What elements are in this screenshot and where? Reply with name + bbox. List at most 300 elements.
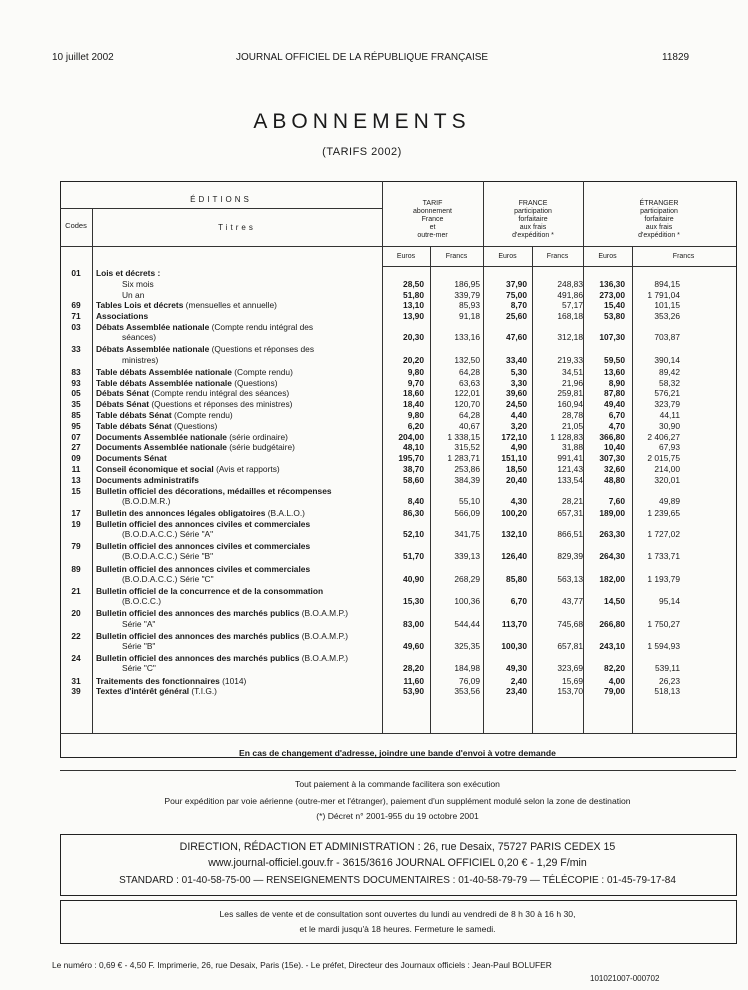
row-value: 51,70 — [403, 551, 424, 562]
row-title-main: Débats Sénat — [96, 388, 150, 399]
row-title-detail: (1014) — [219, 675, 247, 686]
row-value: 38,70 — [403, 464, 424, 474]
row-title-main: Conseil économique et social — [96, 464, 214, 474]
editions-label: ÉDITIONS — [190, 195, 252, 204]
row-value: 79,00 — [604, 686, 625, 697]
row-title-detail: (Avis et rapports) — [213, 464, 280, 474]
row-value: 64,28 — [459, 366, 480, 377]
row-value: 100,20 — [501, 508, 527, 518]
row-title-main: Textes d'intérêt général — [96, 686, 190, 697]
row-value: 85,80 — [506, 573, 527, 584]
row-title — [96, 421, 376, 431]
row-value: 44,11 — [659, 410, 680, 420]
row-value: 307,30 — [599, 453, 625, 464]
row-code: 03 — [71, 322, 81, 332]
row-code: 89 — [71, 563, 81, 574]
row-value: 1 128,83 — [550, 431, 583, 442]
row-title-continuation: séances) — [122, 332, 156, 343]
row-value: 13,90 — [403, 311, 424, 322]
row-value: 3,30 — [510, 377, 527, 388]
header-date: 10 juillet 2002 — [52, 52, 114, 63]
row-code: 27 — [71, 442, 81, 453]
row-title — [96, 564, 376, 574]
row-title — [96, 388, 376, 398]
row-title — [96, 432, 376, 442]
row-value: 122,01 — [454, 388, 480, 399]
row-value: 991,41 — [557, 453, 583, 464]
row-title-detail: (B.O.A.M.P.) — [299, 608, 349, 619]
row-value: 59,50 — [604, 354, 625, 365]
row-value: 136,30 — [599, 278, 625, 289]
row-title — [96, 399, 376, 409]
row-title — [96, 378, 376, 388]
direction-address: DIRECTION, RÉDACTION ET ADMINISTRATION : 26, rue Desaix, 75727 PARIS CEDEX 15 — [179, 841, 616, 853]
row-value: 263,30 — [599, 528, 625, 539]
row-value: 384,39 — [454, 474, 480, 485]
row-title-detail: (série budgétaire) — [226, 442, 295, 453]
row-code: 01 — [71, 268, 81, 278]
row-title — [96, 268, 376, 278]
row-value: 11,60 — [403, 675, 424, 686]
row-value: 1 338,15 — [447, 431, 480, 442]
row-value: 339,13 — [454, 551, 480, 562]
row-value: 315,52 — [454, 442, 480, 453]
row-value: 189,00 — [599, 508, 625, 518]
row-title — [96, 519, 376, 529]
row-value: 1 193,79 — [647, 573, 680, 584]
row-value: 107,30 — [599, 332, 625, 343]
row-value: 8,90 — [608, 377, 625, 388]
row-title-main: Associations — [96, 311, 149, 322]
row-title — [96, 686, 376, 696]
row-value: 4,40 — [510, 410, 527, 420]
row-title-main: Bulletin officiel des annonces des marchés publics — [96, 630, 300, 641]
row-value: 214,00 — [654, 464, 680, 474]
row-value: 28,50 — [403, 278, 424, 289]
row-title — [96, 322, 376, 332]
row-value: 6,20 — [407, 420, 424, 431]
row-value: 390,14 — [654, 354, 680, 365]
row-value: 2 406,27 — [647, 431, 680, 442]
row-title — [96, 631, 376, 641]
row-value: 58,32 — [659, 377, 680, 388]
row-title-main: Débats Assemblée nationale — [96, 322, 210, 332]
row-value: 133,54 — [557, 474, 583, 485]
row-title-main: Documents Assemblée nationale — [96, 442, 227, 453]
row-title — [96, 475, 376, 485]
row-value: 353,26 — [654, 311, 680, 322]
row-value: 25,60 — [506, 311, 527, 322]
row-value: 4,70 — [608, 420, 625, 431]
payment-line-1: Tout paiement à la commande facilitera son exécution — [295, 779, 500, 789]
website-minitel: www.journal-officiel.gouv.fr - 3615/3616 JOURNAL OFFICIEL 0,20 € - 1,29 F/min — [208, 857, 587, 869]
sales-hours-line-1: Les salles de vente et de consultation sont ouvertes du lundi au vendredi de 8 h 30 à 16 h 30, — [219, 909, 576, 919]
row-value: 1 283,71 — [447, 453, 480, 464]
row-code: 21 — [71, 586, 81, 596]
row-value: 121,43 — [557, 464, 583, 474]
row-title-main: Table débats Sénat — [96, 420, 172, 431]
row-value: 32,60 — [604, 464, 625, 474]
row-code: 33 — [71, 344, 81, 355]
row-value: 87,80 — [604, 388, 625, 399]
row-value: 49,40 — [604, 399, 625, 410]
row-title-main: Bulletin des annonces légales obligatoires — [96, 508, 266, 518]
row-title-detail: (Compte rendu intégral des — [209, 322, 314, 332]
row-value: 86,30 — [403, 508, 424, 518]
row-value: 6,70 — [608, 410, 625, 420]
col-etranger-header: ÉTRANGER participation forfaitaire aux frais d'expédition * — [638, 200, 680, 239]
row-title-continuation: (B.O.D.A.C.C.) Série "C" — [122, 573, 214, 584]
row-title-detail: (B.O.A.M.P.) — [299, 630, 349, 641]
col-france-header: FRANCE participation forfaitaire aux frais d'expédition * — [512, 200, 554, 239]
row-code: 35 — [71, 399, 81, 410]
row-title-main: Table débats Assemblée nationale — [96, 377, 232, 388]
row-value: 132,10 — [501, 528, 527, 539]
row-title-detail: (Compte rendu) — [231, 366, 293, 377]
row-value: 248,83 — [557, 278, 583, 289]
row-code: 11 — [71, 464, 81, 474]
row-value: 829,39 — [557, 551, 583, 562]
row-value: 64,28 — [459, 410, 480, 420]
row-value: 264,30 — [599, 551, 625, 562]
row-code: 24 — [71, 653, 81, 664]
row-value: 4,90 — [510, 442, 527, 453]
row-value: 20,30 — [403, 332, 424, 343]
row-value: 85,93 — [459, 300, 480, 311]
header-journal: JOURNAL OFFICIEL DE LA RÉPUBLIQUE FRANÇAISE — [236, 52, 489, 63]
unit-euros: Euros — [498, 253, 517, 260]
row-value: 95,14 — [659, 596, 680, 607]
row-title-continuation: (B.O.D.M.R.) — [122, 495, 171, 506]
change-address-note: En cas de changement d'adresse, joindre une bande d'envoi à votre demande — [239, 748, 556, 758]
row-title — [96, 311, 376, 321]
footer-reference: 101021007-000702 — [590, 974, 660, 983]
row-value: 63,63 — [459, 377, 480, 388]
row-value: 894,15 — [654, 278, 680, 289]
row-title-continuation: (B.O.D.A.C.C.) Série "B" — [122, 551, 214, 562]
row-value: 53,90 — [403, 686, 424, 697]
row-value: 3,20 — [510, 420, 527, 431]
row-value: 1 750,27 — [647, 618, 680, 629]
row-value: 1 594,93 — [647, 640, 680, 651]
row-code: 05 — [71, 388, 81, 399]
row-value: 243,10 — [599, 640, 625, 651]
row-title-main: Bulletin officiel des annonces civiles et commerciales — [96, 518, 311, 529]
row-title-main: Bulletin officiel des annonces des marchés publics — [96, 608, 300, 619]
unit-euros: Euros — [598, 253, 617, 260]
unit-francs: Francs — [672, 253, 695, 260]
row-code: 19 — [71, 518, 81, 529]
row-title-detail: (Compte rendu intégral des séances) — [149, 388, 290, 399]
row-value: 101,15 — [654, 300, 680, 311]
row-value: 15,40 — [604, 300, 625, 311]
row-value: 21,96 — [562, 377, 583, 388]
row-title-main: Bulletin officiel des annonces civiles et commerciales — [96, 563, 311, 574]
row-value: 866,51 — [557, 528, 583, 539]
row-value: 1 727,02 — [647, 528, 680, 539]
row-value: 566,09 — [454, 508, 480, 518]
row-title-continuation: Série "C" — [122, 663, 156, 674]
row-value: 49,30 — [506, 663, 527, 674]
row-title-main: Table débats Sénat — [96, 410, 172, 420]
row-title — [96, 541, 376, 551]
row-title-main: Tables Lois et décrets — [96, 300, 184, 311]
row-title — [96, 608, 376, 618]
row-value: 353,56 — [454, 686, 480, 697]
row-title-main: Documents Assemblée nationale — [96, 431, 227, 442]
row-value: 2 015,75 — [647, 453, 680, 464]
row-title-main: Débats Sénat — [96, 399, 150, 410]
row-value: 100,30 — [501, 640, 527, 651]
row-value: 204,00 — [398, 431, 424, 442]
page-title: ABONNEMENTS — [253, 110, 471, 133]
row-value: 184,98 — [454, 663, 480, 674]
row-code: 07 — [71, 431, 81, 442]
row-title-detail: (Questions et réponses des ministres) — [149, 399, 293, 410]
row-value: 703,87 — [654, 332, 680, 343]
row-value: 9,70 — [407, 377, 424, 388]
row-value: 75,00 — [506, 289, 527, 300]
row-title-main: Bulletin officiel des décorations, médailles et récompenses — [96, 485, 332, 496]
footer-imprint: Le numéro : 0,69 € - 4,50 F. Imprimerie, 26, rue Desaix, Paris (15e). - Le préfet, Directeur des Journaux officiels : Jean-Paul BOLUFER — [52, 960, 552, 970]
row-value: 48,80 — [604, 474, 625, 485]
row-value: 20,20 — [403, 354, 424, 365]
row-title-detail: (mensuelles et annuelle) — [183, 300, 277, 311]
row-value: 5,30 — [510, 366, 527, 377]
row-value: 366,80 — [599, 431, 625, 442]
row-value: 219,33 — [557, 354, 583, 365]
row-value: 6,70 — [510, 596, 527, 607]
row-value: 491,86 — [557, 289, 583, 300]
row-value: 1 239,65 — [647, 508, 680, 518]
row-value: 576,21 — [654, 388, 680, 399]
row-title — [96, 464, 376, 474]
row-title — [96, 410, 376, 420]
row-value: 13,10 — [403, 300, 424, 311]
row-value: 51,80 — [403, 289, 424, 300]
row-code: 17 — [71, 508, 81, 518]
row-title-continuation: (B.O.C.C.) — [122, 596, 162, 607]
row-value: 55,10 — [459, 495, 480, 506]
row-value: 37,90 — [506, 278, 527, 289]
header-page-number: 11829 — [662, 52, 690, 63]
row-value: 48,10 — [403, 442, 424, 453]
row-value: 49,89 — [659, 495, 680, 506]
row-title-main: Traitements des fonctionnaires — [96, 675, 220, 686]
row-value: 4,30 — [510, 495, 527, 506]
row-value: 132,50 — [454, 354, 480, 365]
row-title-detail: (Questions et réponses des — [209, 344, 315, 355]
codes-label: Codes — [65, 221, 87, 230]
row-title-main: Bulletin officiel des annonces civiles et commerciales — [96, 541, 311, 552]
row-title-continuation: (B.O.D.A.C.C.) Série "A" — [122, 528, 214, 539]
row-title-continuation: Série "A" — [122, 618, 156, 629]
row-value: 151,10 — [501, 453, 527, 464]
row-code: 83 — [71, 366, 81, 377]
row-value: 82,20 — [604, 663, 625, 674]
row-title-main: Bulletin officiel de la concurrence et de la consommation — [96, 586, 324, 596]
row-value: 253,86 — [454, 464, 480, 474]
row-value: 563,13 — [557, 573, 583, 584]
row-title — [96, 300, 376, 310]
row-value: 259,81 — [557, 388, 583, 399]
row-value: 273,00 — [599, 289, 625, 300]
row-value: 52,10 — [403, 528, 424, 539]
titres-label: Titres — [218, 223, 256, 232]
row-value: 28,78 — [562, 410, 583, 420]
row-code: 79 — [71, 541, 81, 552]
row-value: 113,70 — [501, 618, 527, 629]
row-value: 28,20 — [403, 663, 424, 674]
row-value: 49,60 — [403, 640, 424, 651]
row-value: 9,80 — [407, 410, 424, 420]
row-value: 91,18 — [459, 311, 480, 322]
row-value: 13,60 — [604, 366, 625, 377]
row-title-detail: (série ordinaire) — [226, 431, 288, 442]
row-title — [96, 508, 376, 518]
row-title-main: Débats Assemblée nationale — [96, 344, 210, 355]
row-code: 93 — [71, 377, 81, 388]
row-value: 126,40 — [501, 551, 527, 562]
row-value: 168,18 — [557, 311, 583, 322]
row-value: 2,40 — [510, 675, 527, 686]
row-code: 71 — [71, 311, 81, 322]
row-value: 8,70 — [510, 300, 527, 311]
row-value: 26,23 — [659, 675, 680, 686]
row-title — [96, 586, 376, 596]
row-title-detail: (B.A.L.O.) — [265, 508, 305, 518]
row-value: 186,95 — [454, 278, 480, 289]
row-value: 20,40 — [506, 474, 527, 485]
row-value: 33,40 — [506, 354, 527, 365]
row-value: 8,40 — [407, 495, 424, 506]
col-tarif-header: TARIF abonnement France et outre-mer — [413, 200, 452, 239]
row-value: 320,01 — [654, 474, 680, 485]
row-code: 09 — [71, 453, 81, 464]
row-value: 657,81 — [557, 640, 583, 651]
row-title — [96, 367, 376, 377]
row-value: 518,13 — [654, 686, 680, 697]
row-value: 9,80 — [407, 366, 424, 377]
row-value: 133,16 — [454, 332, 480, 343]
row-value: 39,60 — [506, 388, 527, 399]
row-value: 268,29 — [454, 573, 480, 584]
row-value: 266,80 — [599, 618, 625, 629]
page-subtitle: (TARIFS 2002) — [322, 146, 402, 158]
row-code: 15 — [71, 485, 81, 496]
sales-hours-box — [60, 900, 737, 944]
row-value: 544,44 — [454, 618, 480, 629]
row-value: 100,36 — [454, 596, 480, 607]
row-value: 53,80 — [604, 311, 625, 322]
row-value: 24,50 — [506, 399, 527, 410]
row-value: 10,40 — [604, 442, 625, 453]
row-value: 40,90 — [403, 573, 424, 584]
row-title — [96, 676, 376, 686]
row-value: 83,00 — [403, 618, 424, 629]
row-value: 15,30 — [403, 596, 424, 607]
row-title — [96, 653, 376, 663]
row-value: 657,31 — [557, 508, 583, 518]
row-value: 341,75 — [454, 528, 480, 539]
row-value: 89,42 — [659, 366, 680, 377]
row-code: 20 — [71, 608, 81, 619]
row-value: 30,90 — [659, 420, 680, 431]
row-value: 7,60 — [608, 495, 625, 506]
row-title — [96, 453, 376, 463]
row-value: 47,60 — [506, 332, 527, 343]
row-code: 39 — [71, 686, 81, 697]
row-value: 34,51 — [562, 366, 583, 377]
row-value: 40,67 — [459, 420, 480, 431]
row-value: 745,68 — [557, 618, 583, 629]
phone-numbers: STANDARD : 01-40-58-75-00 — RENSEIGNEMENTS DOCUMENTAIRES : 01-40-58-79-79 — TÉLÉCOPIE : 01-45-79-17-84 — [119, 875, 676, 886]
row-title-main: Documents Sénat — [96, 453, 167, 464]
row-code: 85 — [71, 410, 81, 420]
row-title-detail: (Questions) — [171, 420, 218, 431]
row-value: 18,60 — [403, 388, 424, 399]
row-value: 67,93 — [659, 442, 680, 453]
row-title — [96, 344, 376, 354]
row-code: 22 — [71, 630, 81, 641]
row-value: 31,88 — [562, 442, 583, 453]
decree-note: (*) Décret n° 2001-955 du 19 octobre 2001 — [316, 811, 479, 821]
row-title — [96, 442, 376, 452]
row-title-continuation: Série "B" — [122, 640, 156, 651]
row-code: 69 — [71, 300, 81, 311]
row-value: 195,70 — [398, 453, 424, 464]
row-title-detail: (T.I.G.) — [189, 686, 217, 697]
row-value: 153,70 — [557, 686, 583, 697]
unit-euros: Euros — [396, 253, 416, 260]
row-code: 31 — [71, 675, 81, 686]
row-value: 182,00 — [599, 573, 625, 584]
row-value: 1 733,71 — [647, 551, 680, 562]
row-value: 312,18 — [557, 332, 583, 343]
row-value: 120,70 — [454, 399, 480, 410]
row-value: 14,50 — [604, 596, 625, 607]
row-title-main: Table débats Assemblée nationale — [96, 366, 232, 377]
row-title-main: Bulletin officiel des annonces des marchés publics — [96, 653, 300, 664]
row-value: 323,69 — [557, 663, 583, 674]
row-value: 21,05 — [562, 420, 583, 431]
row-value: 160,94 — [557, 399, 583, 410]
row-value: 325,35 — [454, 640, 480, 651]
row-title-main: Lois et décrets : — [96, 268, 161, 278]
row-code: 13 — [71, 474, 81, 485]
row-value: 323,79 — [654, 399, 680, 410]
sales-hours-line-2: et le mardi jusqu'à 18 heures. Fermeture le samedi. — [299, 924, 496, 934]
row-value: 15,69 — [562, 675, 583, 686]
payment-line-2: Pour expédition par voie aérienne (outre-mer et l'étranger), paiement d'un supplément modulé selon la zone de destination — [164, 796, 631, 806]
row-value: 58,60 — [403, 474, 424, 485]
row-value: 28,21 — [562, 495, 583, 506]
row-value: 339,79 — [454, 289, 480, 300]
unit-francs: Francs — [546, 253, 569, 260]
unit-francs: Francs — [445, 253, 468, 260]
row-value: 4,00 — [608, 675, 625, 686]
row-value: 43,77 — [562, 596, 583, 607]
row-value: 172,10 — [501, 431, 527, 442]
row-value: 18,40 — [403, 399, 424, 410]
row-value: 539,11 — [655, 663, 680, 674]
row-title-continuation: ministres) — [122, 354, 159, 365]
row-period: Un an — [122, 289, 145, 300]
row-title-main: Documents administratifs — [96, 474, 199, 485]
row-title-detail: (Compte rendu) — [171, 410, 233, 420]
row-title-detail: (B.O.A.M.P.) — [299, 653, 349, 664]
row-period: Six mois — [122, 278, 154, 289]
